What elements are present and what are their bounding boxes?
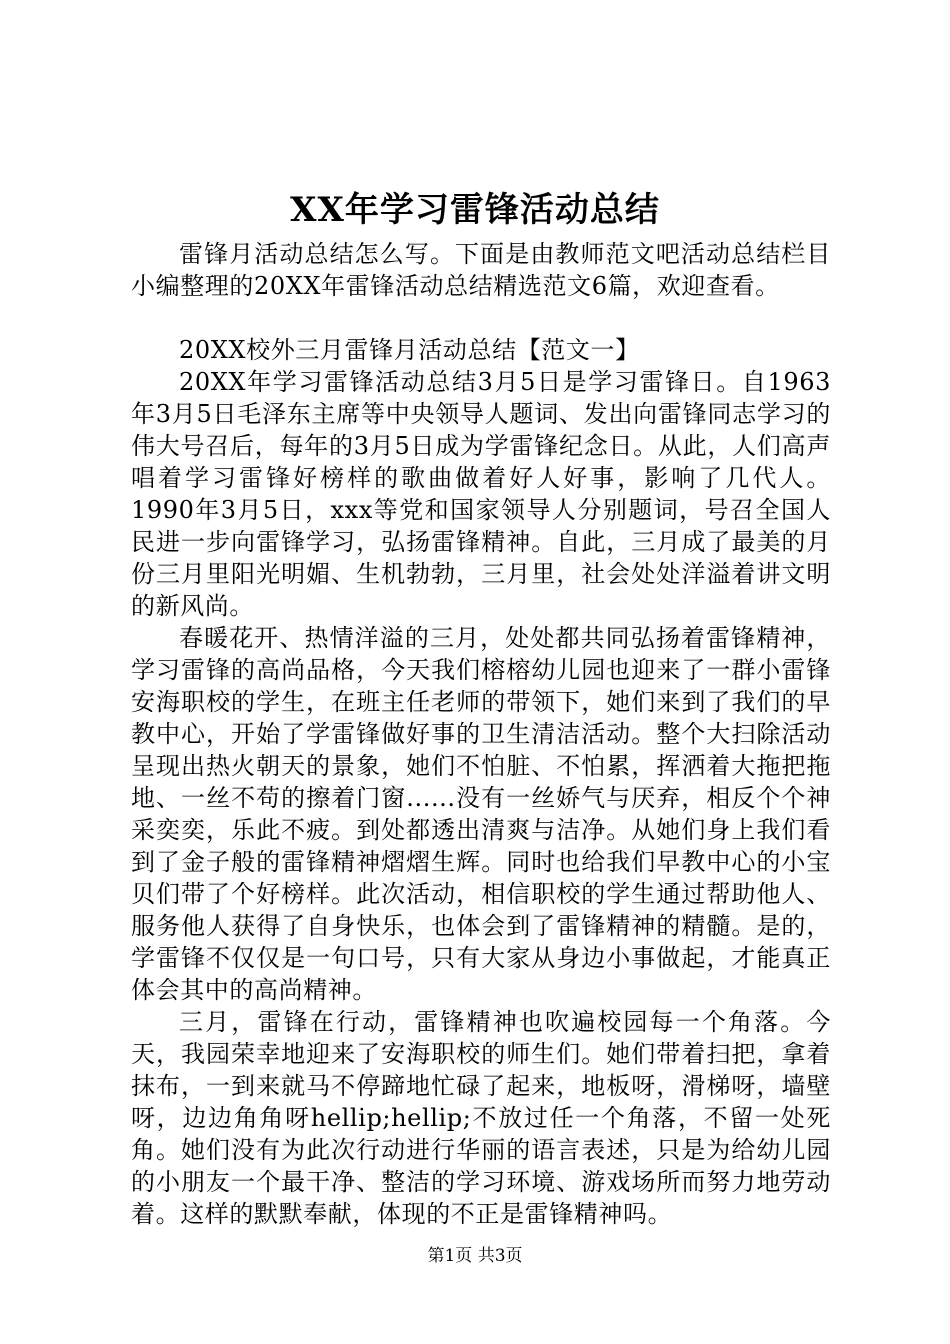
body-paragraph: 20XX年学习雷锋活动总结3月5日是学习雷锋日。自1963年3月5日毛泽东主席等中央领导人题词、发出向雷锋同志学习的伟大号召后，每年的3月5日成为学雷锋纪念日。从此，人们高声唱着学习雷锋好榜样的歌曲做着好人好事，影响了几代人。1990年3月5日，xxx等党和国家领导人分别题词，号召全国人民进一步向雷锋学习，弘扬雷锋精神。自此，三月成了最美的月份三月里阳光明媚、生机勃勃，三月里，社会处处洋溢着讲文明的新风尚。 xyxy=(131,368,831,620)
page-footer: 第1页 共3页 xyxy=(427,1246,523,1266)
document-title: XX年学习雷锋活动总结 xyxy=(290,190,660,230)
body-paragraph: 春暖花开、热情洋溢的三月，处处都共同弘扬着雷锋精神，学习雷锋的高尚品格，今天我们榕榕幼儿园也迎来了一群小雷锋安海职校的学生，在班主任老师的带领下，她们来到了我们的早教中心，开始了学雷锋做好事的卫生清洁活动。整个大扫除活动呈现出热火朝天的景象，她们不怕脏、不怕累，挥洒着大拖把拖地、一丝不苟的擦着门窗......没有一丝娇气与厌弃，相反个个神采奕奕，乐此不疲。到处都透出清爽与洁净。从她们身上我们看到了金子般的雷锋精神熠熠生辉。同时也给我们早教中心的小宝贝们带了个好榜样。此次活动，相信职校的学生通过帮助他人、服务他人获得了自身快乐，也体会到了雷锋精神的精髓。是的，学雷锋不仅仅是一句口号，只有大家从身边小事做起，才能真正体会其中的高尚精神。 xyxy=(131,624,831,1004)
section-heading: 20XX校外三月雷锋月活动总结【范文一】 xyxy=(179,336,640,364)
body-paragraph: 三月，雷锋在行动，雷锋精神也吹遍校园每一个角落。今天，我园荣幸地迎来了安海职校的师生们。她们带着扫把，拿着抹布，一到来就马不停蹄地忙碌了起来，地板呀，滑梯呀，墙壁呀，边边角角呀hellip;hellip;不放过任一个角落，不留一处死角。她们没有为此次行动进行华丽的语言表述，只是为给幼儿园的小朋友一个最干净、整洁的学习环境、游戏场所而努力地劳动着。这样的默默奉献，体现的不正是雷锋精神吗。 xyxy=(131,1008,831,1228)
intro-paragraph: 雷锋月活动总结怎么写。下面是由教师范文吧活动总结栏目小编整理的20XX年雷锋活动总结精选范文6篇，欢迎查看。 xyxy=(131,240,831,300)
document-body xyxy=(131,238,831,1230)
